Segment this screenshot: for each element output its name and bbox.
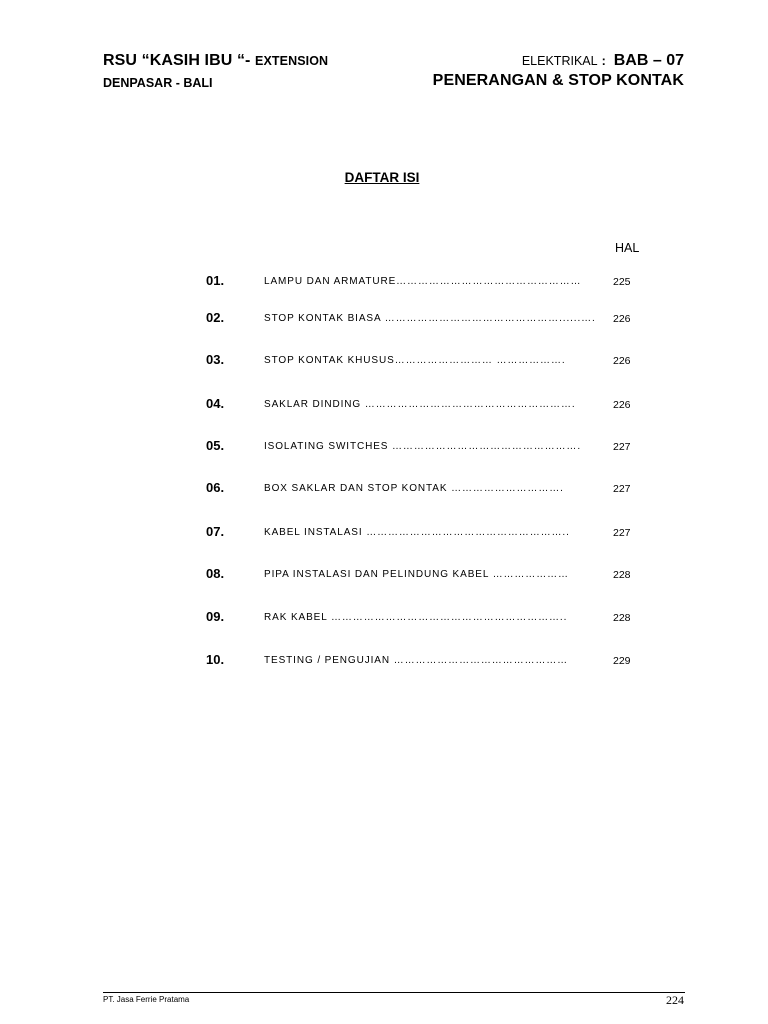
- title-main: RSU “KASIH IBU “-: [103, 52, 251, 69]
- chapter-title: PENERANGAN & STOP KONTAK: [432, 72, 684, 89]
- toc-row: [0, 652, 768, 672]
- chapter-number: BAB – 07: [613, 52, 684, 69]
- toc-label: PIPA INSTALASI DAN PELINDUNG KABEL …………………: [264, 569, 569, 580]
- toc-number: 01.: [206, 273, 225, 288]
- section-label: ELEKTRIKAL: [521, 54, 598, 68]
- footer-page-number: 224: [666, 993, 684, 1007]
- page-column-heading: HAL: [615, 241, 640, 255]
- header-right: [433, 52, 684, 90]
- toc-number: 02.: [206, 310, 225, 325]
- toc-title: DAFTAR ISI: [344, 170, 420, 185]
- toc-number: 08.: [206, 566, 225, 581]
- toc-page: 226: [613, 355, 631, 367]
- toc-number: 10.: [206, 652, 225, 667]
- toc-label: KABEL INSTALASI ………………………………………………..: [264, 527, 570, 538]
- toc-row: [0, 310, 768, 330]
- toc-row: [0, 352, 768, 372]
- toc-number: 03.: [206, 352, 225, 367]
- toc-label: STOP KONTAK KHUSUS……………………… ……………….: [264, 355, 566, 366]
- toc-page: 227: [613, 441, 631, 453]
- toc-number: 06.: [206, 480, 225, 495]
- title-extension: EXTENSION: [255, 54, 329, 68]
- toc-row: [0, 524, 768, 544]
- toc-row: [0, 438, 768, 458]
- toc-page: 227: [613, 527, 631, 539]
- toc-label: SAKLAR DINDING ………………………………………………….: [264, 399, 576, 410]
- toc-row: [0, 609, 768, 629]
- location: DENPASAR - BALI: [103, 76, 213, 90]
- toc-page: 226: [613, 313, 631, 325]
- toc-row: [0, 566, 768, 586]
- toc-page: 226: [613, 399, 631, 411]
- separator: :: [601, 54, 606, 68]
- toc-row: [0, 273, 768, 293]
- toc-label: RAK KABEL ………………………………………………………..: [264, 612, 568, 623]
- header-left: [103, 52, 328, 90]
- toc-number: 05.: [206, 438, 225, 453]
- footer-divider: [103, 992, 685, 993]
- toc-page: 229: [613, 655, 631, 667]
- toc-row: [0, 396, 768, 416]
- toc-label: BOX SAKLAR DAN STOP KONTAK ………………………….: [264, 483, 564, 494]
- chapter-line: [433, 52, 684, 70]
- toc-number: 07.: [206, 524, 225, 539]
- toc-page: 228: [613, 569, 631, 581]
- toc-page: 228: [613, 612, 631, 624]
- toc-label: TESTING / PENGUJIAN …………………………………………: [264, 655, 569, 666]
- toc-label: ISOLATING SWITCHES …………………………………………….: [264, 441, 582, 452]
- toc-label: LAMPU DAN ARMATURE……………………………………………: [264, 276, 582, 287]
- toc-number: 04.: [206, 396, 225, 411]
- footer-company: PT. Jasa Ferrie Pratama: [103, 995, 190, 1004]
- toc-label: STOP KONTAK BIASA …………………………………………......….: [264, 313, 596, 324]
- toc-page: 227: [613, 483, 631, 495]
- document-title: [103, 52, 328, 70]
- toc-number: 09.: [206, 609, 225, 624]
- toc-page: 225: [613, 276, 631, 288]
- toc-row: [0, 480, 768, 500]
